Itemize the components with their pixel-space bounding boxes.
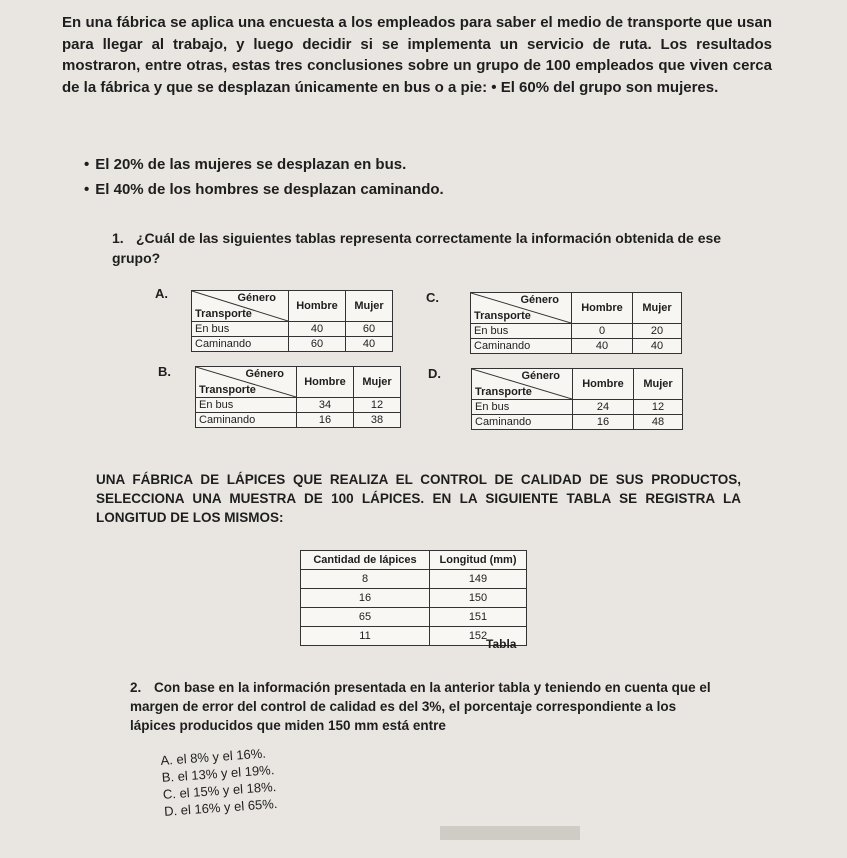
gender-header: Género <box>245 368 284 380</box>
intro-paragraph: En una fábrica se aplica una encuesta a los empleados para saber el medio de transporte que usan para llegar al trabajo, y luego decidir si se implementa un servicio de ruta. Los resultados mostraron, entre otras, estas tres conclusiones sobre un grupo de 100 empleados que viven cerca de la fábrica y que se desplazan únicamente en bus o a pie: • El 60% del grupo son mujeres. <box>62 14 772 96</box>
question-2-number: 2. <box>130 680 142 695</box>
cell-value: 0 <box>572 324 633 339</box>
cell-value: 48 <box>634 415 683 430</box>
option-b-letter[interactable]: B. <box>158 364 171 379</box>
question-1 <box>112 228 752 268</box>
row-label-walk: Caminando <box>196 413 297 428</box>
transport-header: Transporte <box>199 384 256 396</box>
header-pencil-count: Cantidad de lápices <box>301 551 430 570</box>
question-2-answers <box>160 744 278 820</box>
header-woman: Mujer <box>633 293 682 324</box>
header-man: Hombre <box>572 293 633 324</box>
option-c-letter[interactable]: C. <box>426 290 439 305</box>
cell-value: 40 <box>346 337 393 352</box>
cell-value: 40 <box>633 339 682 354</box>
paper-smudge <box>440 826 580 840</box>
row-label-walk: Caminando <box>471 339 572 354</box>
answer-option-d[interactable]: D. el 16% y el 65%. <box>163 795 278 819</box>
transport-header: Transporte <box>475 386 532 398</box>
cell-value: 40 <box>572 339 633 354</box>
transport-header: Transporte <box>195 308 252 320</box>
cell-value: 12 <box>354 398 401 413</box>
intro-bullets <box>84 152 444 202</box>
answer-option-a[interactable]: A. el 8% y el 16%. <box>160 745 267 768</box>
header-length: Longitud (mm) <box>430 551 527 570</box>
cell-value: 34 <box>297 398 354 413</box>
section-2-intro: UNA FÁBRICA DE LÁPICES QUE REALIZA EL CONTROL DE CALIDAD DE SUS PRODUCTOS, SELECCIONA UNA MUESTRA DE 100 LÁPICES. EN LA SIGUIENTE TABLA SE REGISTRA LA LONGITUD DE LOS MISMOS: <box>96 472 741 525</box>
header-woman: Mujer <box>354 367 401 398</box>
question-2 <box>130 678 715 735</box>
table-row <box>301 589 527 608</box>
question-1-number: 1. <box>112 230 124 246</box>
header-woman: Mujer <box>346 291 393 322</box>
bullet-item: • El 40% de los hombres se desplazan caminando. <box>84 177 444 202</box>
option-b-table[interactable] <box>195 366 401 428</box>
row-label-bus: En bus <box>196 398 297 413</box>
option-a-letter[interactable]: A. <box>155 286 168 301</box>
gender-header: Género <box>237 292 276 304</box>
cell-value: 60 <box>346 322 393 337</box>
header-man: Hombre <box>297 367 354 398</box>
table-corner-header <box>472 369 573 400</box>
option-a-table[interactable] <box>191 290 393 352</box>
gender-header: Género <box>520 294 559 306</box>
cell-value: 16 <box>297 413 354 428</box>
answer-option-b[interactable]: B. el 13% y el 19%. <box>161 762 275 785</box>
cell-value: 16 <box>573 415 634 430</box>
cell-value: 24 <box>573 400 634 415</box>
cell-count: 8 <box>301 570 430 589</box>
row-label-bus: En bus <box>472 400 573 415</box>
cell-length: 149 <box>430 570 527 589</box>
cell-value: 20 <box>633 324 682 339</box>
row-label-walk: Caminando <box>192 337 289 352</box>
table-corner-header <box>196 367 297 398</box>
option-d-table[interactable] <box>471 368 683 430</box>
table-corner-header <box>471 293 572 324</box>
cell-count: 65 <box>301 608 430 627</box>
question-1-text: ¿Cuál de las siguientes tablas representa correctamente la información obtenida de ese grupo? <box>112 230 722 266</box>
option-d-letter[interactable]: D. <box>428 366 441 381</box>
cell-length: 151 <box>430 608 527 627</box>
row-label-walk: Caminando <box>472 415 573 430</box>
table-row <box>301 570 527 589</box>
cell-count: 16 <box>301 589 430 608</box>
header-man: Hombre <box>573 369 634 400</box>
transport-header: Transporte <box>474 310 531 322</box>
cell-value: 40 <box>289 322 346 337</box>
cell-value: 38 <box>354 413 401 428</box>
cell-length: 152 <box>430 627 527 646</box>
pencil-length-table <box>300 550 527 646</box>
table-corner-header <box>192 291 289 322</box>
row-label-bus: En bus <box>471 324 572 339</box>
answer-option-c[interactable]: C. el 15% y el 18%. <box>162 779 277 802</box>
cell-length: 150 <box>430 589 527 608</box>
option-c-table[interactable] <box>470 292 682 354</box>
cell-value: 12 <box>634 400 683 415</box>
bullet-item: • El 20% de las mujeres se desplazan en bus. <box>84 152 444 177</box>
question-2-text: Con base en la información presentada en la anterior tabla y teniendo en cuenta que el margen de error del control de calidad es del 3%, el porcentaje correspondiente a los lápices producidos que miden 150 mm está entre <box>130 680 711 733</box>
gender-header: Género <box>521 370 560 382</box>
header-woman: Mujer <box>634 369 683 400</box>
header-man: Hombre <box>289 291 346 322</box>
cell-count: 11 <box>301 627 430 646</box>
cell-value: 60 <box>289 337 346 352</box>
table-caption: Tabla <box>486 637 517 651</box>
row-label-bus: En bus <box>192 322 289 337</box>
table-row <box>301 608 527 627</box>
